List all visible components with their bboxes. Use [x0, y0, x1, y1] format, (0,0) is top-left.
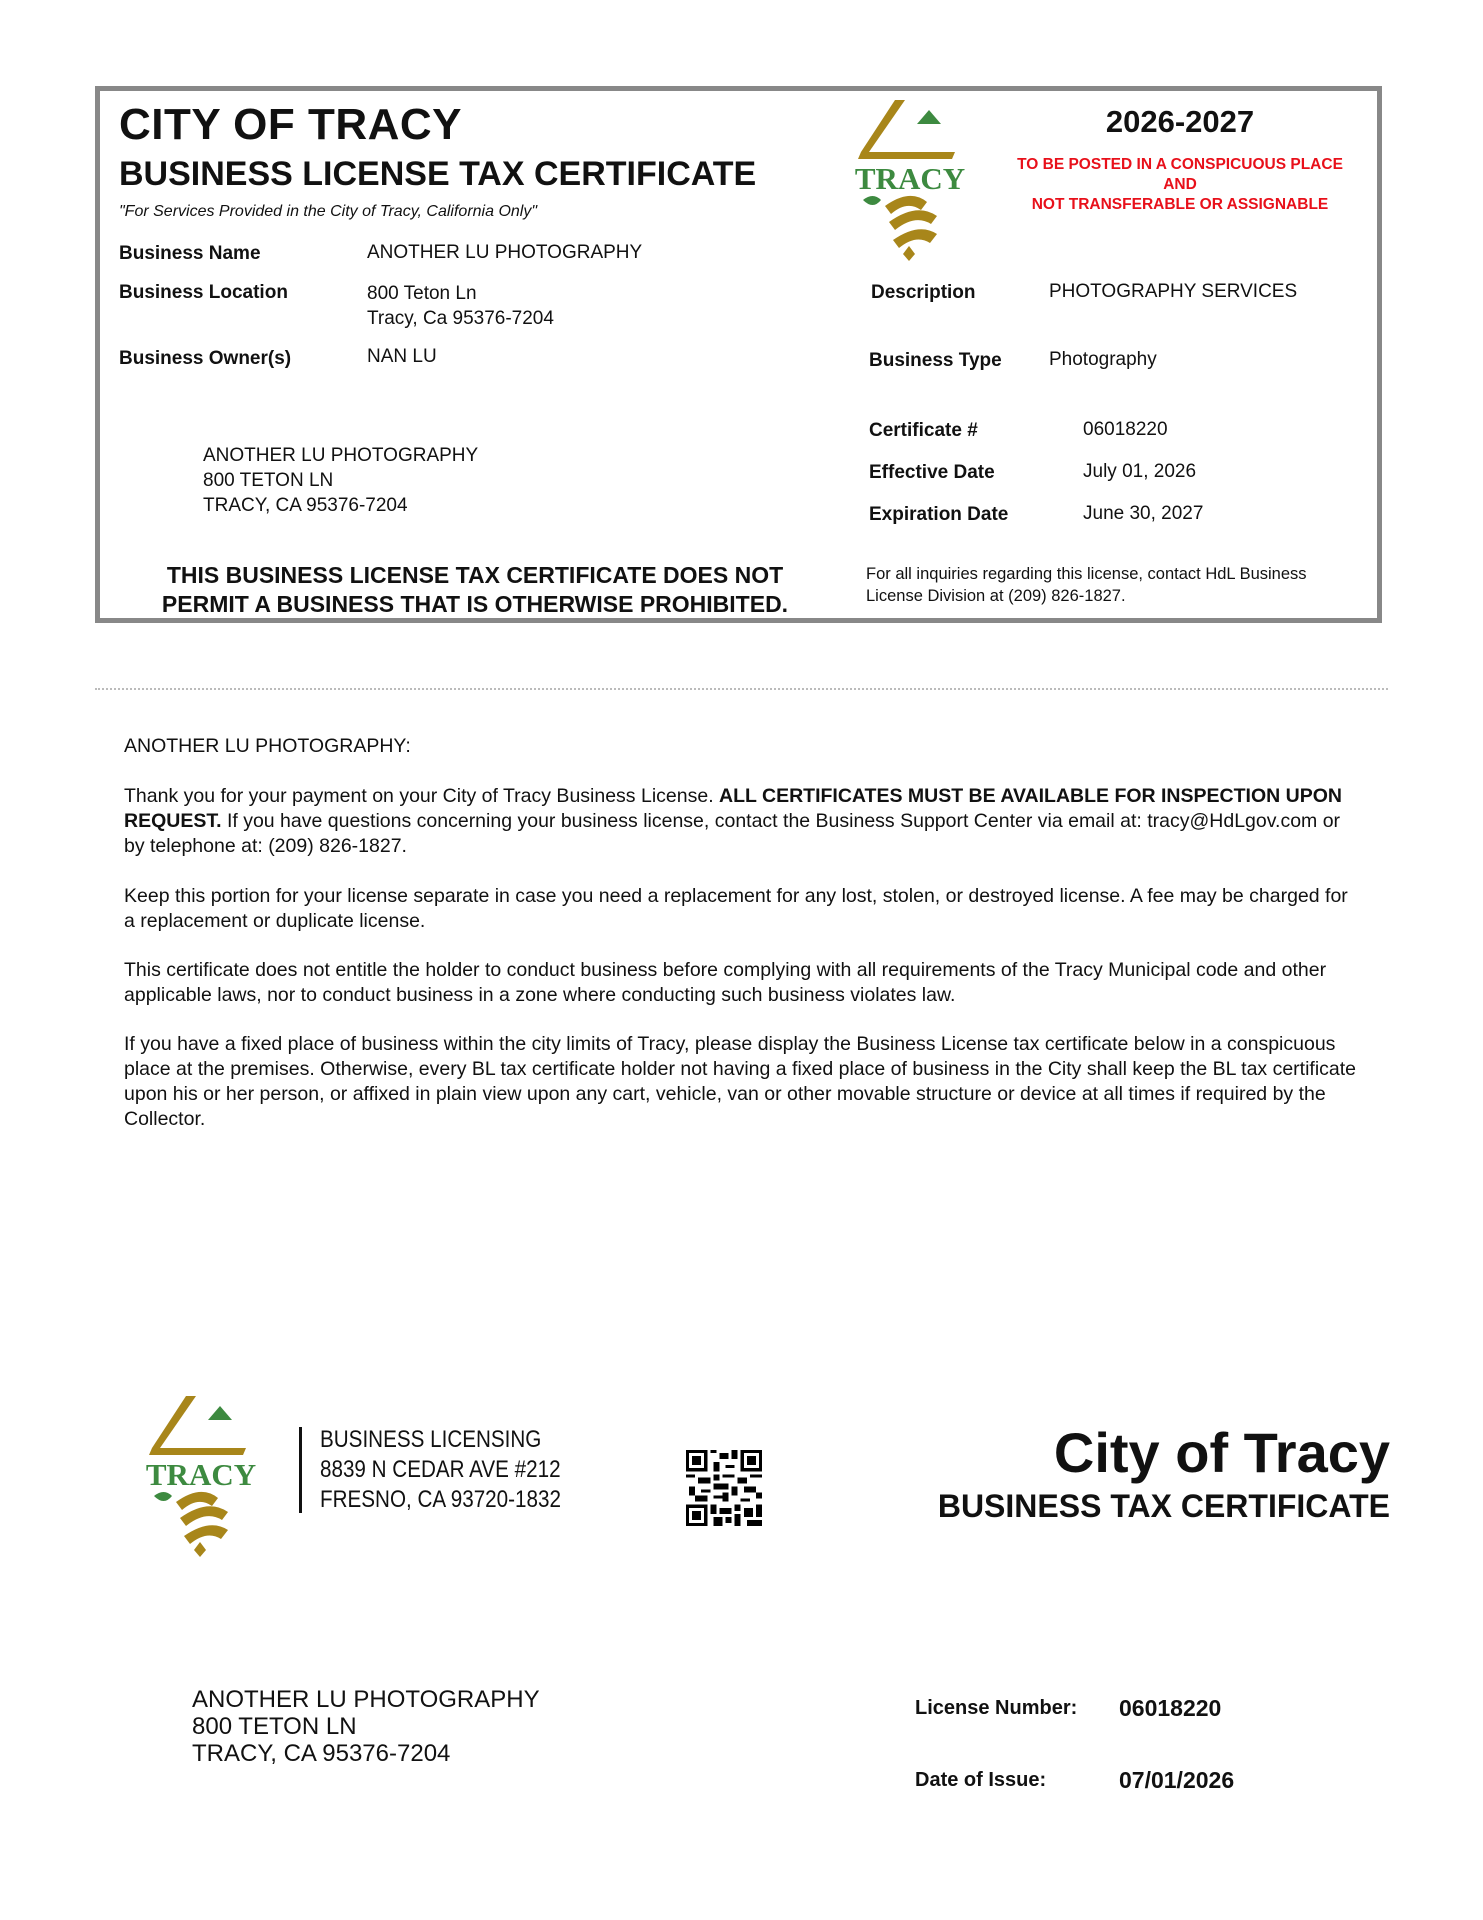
letter-p1-contact: If you have questions concerning your business license, contact the Business Support Center via email at: tracy@HdLgov.com or by telephone at: (209) 826-1827.: [124, 810, 1341, 857]
tracy-logo-bottom-text: TRACY: [145, 1457, 257, 1492]
license-number-value: 06018220: [1119, 1695, 1222, 1721]
letter-paragraph-3: This certificate does not entitle the holder to conduct business before complying with all requirements of the Tracy Municipal code and other applicable laws, nor to conduct business in a zone where conducting such business violates law.: [124, 959, 1327, 1006]
bottom-mailing-address: ANOTHER LU PHOTOGRAPHY 800 TETON LN TRACY, CA 95376-7204: [192, 1686, 540, 1767]
expiration-date-label: Expiration Date: [869, 504, 1009, 525]
letter-p1-intro: Thank you for your payment on your City of Tracy Business License.: [124, 785, 720, 807]
letter-paragraph-1: [124, 784, 1364, 859]
address-divider: [299, 1427, 302, 1513]
tracy-logo-text: TRACY: [854, 161, 966, 196]
description-label: Description: [871, 282, 976, 303]
bottom-certificate-title: BUSINESS TAX CERTIFICATE: [937, 1488, 1390, 1524]
business-type-value: Photography: [1049, 349, 1157, 370]
tracy-logo: [845, 96, 975, 261]
expiration-date-value: June 30, 2027: [1083, 503, 1204, 524]
letter-p1-emphasis: ALL CERTIFICATES MUST BE AVAILABLE FOR INSPECTION UPON REQUEST.: [124, 785, 1342, 832]
certificate-title: BUSINESS LICENSE TAX CERTIFICATE: [119, 155, 757, 193]
certificate-subtitle: "For Services Provided in the City of Tracy, California Only": [119, 203, 538, 220]
letter-paragraph-4: If you have a fixed place of business within the city limits of Tracy, please display the Business License tax certificate below in a conspicuous place at the premises. Otherwise, every BL tax certificate holder not having a fixed place of business in the City shall keep the BL tax certificate upon his or her person, or affixed in plain view upon any cart, vehicle, van or other movable structure or device at all times if required by the Collector.: [124, 1033, 1357, 1130]
business-type-label: Business Type: [869, 350, 1002, 371]
tracy-logo-bottom-icon: [136, 1392, 266, 1557]
date-of-issue-label: Date of Issue:: [915, 1769, 1047, 1791]
license-year: 2026-2027: [1105, 104, 1255, 139]
cut-line: [95, 688, 1388, 690]
business-name-label: Business Name: [119, 243, 261, 264]
tracy-logo-bottom: [136, 1392, 266, 1557]
business-name-value: ANOTHER LU PHOTOGRAPHY: [367, 242, 643, 263]
bottom-city-name: City of Tracy: [1053, 1421, 1390, 1484]
letter-salutation: ANOTHER LU PHOTOGRAPHY:: [124, 735, 411, 757]
certificate-number-label: Certificate #: [869, 420, 978, 441]
business-location-value: 800 Teton Ln Tracy, Ca 95376-7204: [367, 283, 554, 329]
certificate-mailing-address: ANOTHER LU PHOTOGRAPHY 800 TETON LN TRACY, CA 95376-7204: [203, 445, 479, 516]
license-number-label: License Number:: [915, 1697, 1078, 1719]
posted-notice: TO BE POSTED IN A CONSPICUOUS PLACE AND NOT TRANSFERABLE OR ASSIGNABLE: [1017, 156, 1343, 213]
business-location-label: Business Location: [119, 282, 288, 303]
letter-paragraph-2: Keep this portion for your license separate in case you need a replacement for any lost, stolen, or destroyed license. A fee may be charged for a replacement or duplicate license.: [124, 885, 1348, 932]
certificate-number-value: 06018220: [1083, 419, 1168, 440]
date-of-issue-value: 07/01/2026: [1119, 1767, 1235, 1793]
prohibited-warning: THIS BUSINESS LICENSE TAX CERTIFICATE DOES NOT PERMIT A BUSINESS THAT IS OTHERWISE PROHIBITED.: [161, 562, 789, 617]
business-owner-label: Business Owner(s): [119, 348, 292, 369]
effective-date-value: July 01, 2026: [1083, 461, 1197, 482]
inquiry-note: For all inquiries regarding this license, contact HdL Business License Division at (209) 826-1827.: [866, 565, 1307, 605]
business-owner-value: NAN LU: [367, 346, 437, 367]
tracy-logo-icon: [845, 96, 975, 261]
qr-code-icon: [686, 1450, 762, 1526]
licensing-office-address: BUSINESS LICENSING 8839 N CEDAR AVE #212 FRESNO, CA 93720-1832: [320, 1426, 561, 1513]
description-value: PHOTOGRAPHY SERVICES: [1049, 281, 1298, 302]
city-title: CITY OF TRACY: [119, 100, 463, 149]
effective-date-label: Effective Date: [869, 462, 995, 483]
